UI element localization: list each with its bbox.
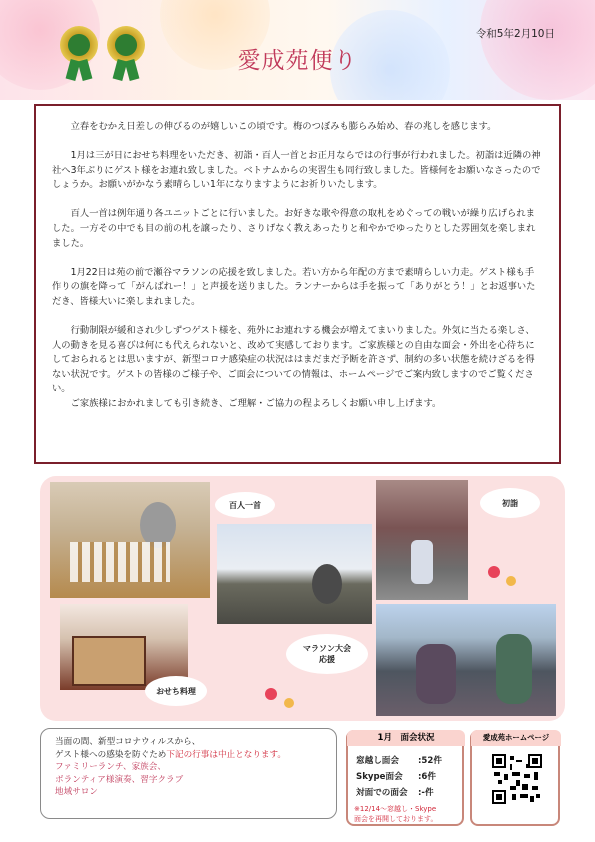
cancelled-event: ボランティア様演奏、習字クラブ xyxy=(55,774,184,785)
article-paragraph: 行動制限が緩和され少しずつゲスト様を、苑外にお連れする機会が増えてまいりました。外気に当たる楽しさ、人の動きを見る喜びは何にも代えられないと、改めて実感しております。ご家族様との自由な面会・外出を心待ちにしておられるとは思いますが、新型コロナ感染症の状況ははまだまだ予断を許さず、制約の多い状態を続けざるを得ない状況です。ゲストの皆様のご様子や、ご面会についての情報は、ホームページでご案内致しますのでご覧ください。 xyxy=(52,324,535,395)
label-hatsumode: 初詣 xyxy=(480,488,540,518)
label-marathon-line2: 応援 xyxy=(319,655,335,664)
visit-status-box xyxy=(346,730,464,826)
article-paragraph: 立春をむかえ日差しの伸びるのが嬉しいこの頃です。梅のつぼみも膨らみ始め、春の兆しを感じます。 xyxy=(70,121,497,132)
visit-row xyxy=(356,786,434,798)
plum-blossom-icon xyxy=(506,576,516,586)
plum-blossom-icon xyxy=(284,698,294,708)
notice-text: ゲスト様への感染を防ぐため xyxy=(55,749,167,760)
visit-label: Skype面会 xyxy=(356,772,403,782)
plum-blossom-icon xyxy=(265,688,277,700)
visit-value: :52件 xyxy=(418,756,442,766)
visit-label: 対面での面会 xyxy=(356,788,408,798)
header-banner xyxy=(0,0,595,100)
label-marathon-line1: マラソン大会 xyxy=(303,644,351,653)
photo-guests-outdoors xyxy=(376,604,556,716)
photo-collage xyxy=(40,476,565,721)
label-hyakunin: 百人一首 xyxy=(215,492,275,518)
cancelled-event: 地域サロン xyxy=(55,787,98,797)
visit-note xyxy=(354,805,437,824)
notice-warning: 下記の行事は中止となります。 xyxy=(166,749,287,760)
visit-note-line: ※12/14～窓越し・Skype xyxy=(354,805,437,813)
notice-line xyxy=(55,749,336,762)
label-marathon xyxy=(286,634,368,674)
visit-value: :6件 xyxy=(418,772,437,782)
photo-card-game xyxy=(50,482,210,598)
homepage-heading: 愛成苑ホームページ xyxy=(471,730,561,746)
article-paragraph: 1月は三が日におせち料理をいただき、初詣・百人一首とお正月ならではの行事が行われました。初詣は近隣の神社へ3年ぶりにゲスト様をお連れ致しました。ベトナムからの実習生も同行致しました。皆様何をお願いなさったのでしょうか。お願いがかなう素晴らしい1年になりますようにお祈りいたします。 xyxy=(52,150,541,191)
cancellation-notice xyxy=(40,728,337,819)
notice-line: 当面の間、新型コロナウィルスから、 xyxy=(55,737,201,747)
visit-value: :-件 xyxy=(418,788,434,798)
visit-row xyxy=(356,754,442,766)
article-paragraph: 百人一首は例年通り各ユニットごとに行いました。お好きな歌や得意の取札をめぐっての戦いが繰り広げられました。一方その中でも目の前の札を譲ったり、さりげなく教えあったりと和やかでゆったりとした雰囲気を楽しまれました。 xyxy=(52,208,536,249)
article-paragraph: ご家族様におかれましても引き続き、ご理解・ご協力の程よろしくお願い申し上げます。 xyxy=(70,397,442,409)
page-title: 愛成苑便り xyxy=(237,48,358,74)
visit-label: 窓越し面会 xyxy=(356,756,399,766)
visit-note-line: 面会を再開しております。 xyxy=(354,814,438,823)
label-osechi: おせち料理 xyxy=(145,676,207,706)
visit-row xyxy=(356,770,436,782)
photo-marathon xyxy=(217,524,372,624)
plum-blossom-icon xyxy=(488,566,500,578)
main-article xyxy=(34,104,561,464)
cancelled-event: ファミリーランチ、家族会、 xyxy=(55,762,166,772)
issue-date: 令和5年2月10日 xyxy=(475,28,555,40)
article-paragraph: 1月22日は苑の前で瀬谷マラソンの応援を致しました。若い方から年配の方まで素晴らしい力走。ゲスト様も手作りの旗を降って「がんばれー！」と声援を送りました。ランナーからは手を振って「ありがとう！」とお返事いただき、皆様大いに楽しまれました。 xyxy=(52,266,536,307)
homepage-qr-box xyxy=(470,730,560,826)
qr-code-icon[interactable] xyxy=(492,754,542,804)
visit-status-heading: 1月 面会状況 xyxy=(347,730,465,746)
photo-shrine xyxy=(376,480,468,600)
